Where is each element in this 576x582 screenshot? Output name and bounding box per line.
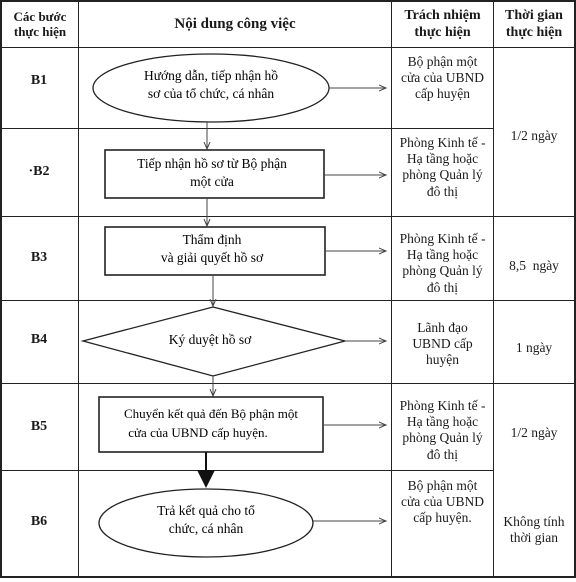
responsibility-line: đô thị <box>426 279 459 295</box>
header-steps-line: thực hiện <box>13 23 67 39</box>
time-line: 1/2 ngày <box>510 128 558 143</box>
time-line: 8,5 ngày <box>509 258 559 273</box>
responsibility-line: cấp huyện. <box>413 510 472 526</box>
time-line: Không tính <box>503 514 565 529</box>
header-content-label: Nội dung công việc <box>174 15 296 32</box>
responsibility-line: Hạ tầng hoặc <box>406 414 479 430</box>
responsibility-line: UBND cấp <box>412 336 473 352</box>
responsibility-line: cửa của UBND <box>400 494 485 510</box>
header-steps-line: Các bước <box>13 8 67 24</box>
step-label: ·B2 <box>28 164 50 179</box>
header-time-line: Thời gian <box>505 8 563 24</box>
time-line: 1 ngày <box>515 340 553 355</box>
responsibility-line: Bộ phận một <box>407 478 478 493</box>
responsibility-line: Lãnh đạo <box>417 320 468 335</box>
step-label: B4 <box>30 332 48 347</box>
step-label: B6 <box>30 514 48 529</box>
header-responsibility-line: Trách nhiệm <box>404 8 481 24</box>
responsibility-line: cửa của UBND <box>400 70 485 86</box>
responsibility-line: phòng Quản lý <box>402 167 483 183</box>
flow-text: Thẩm định <box>182 232 242 247</box>
responsibility-line: đô thị <box>426 446 459 462</box>
responsibility-line: cấp huyện <box>414 86 471 102</box>
responsibility-line: Bộ phận một <box>407 54 478 69</box>
responsibility-line: Phòng Kinh tế - <box>399 398 486 413</box>
flow-text: Trả kết quả cho tổ <box>157 503 255 518</box>
responsibility-line: Hạ tầng hoặc <box>406 151 479 167</box>
responsibility-line: phòng Quản lý <box>402 430 483 446</box>
flow-text: Ký duyệt hồ sơ <box>168 332 252 347</box>
responsibility-line: phòng Quản lý <box>402 263 483 279</box>
step-label: B3 <box>30 250 48 265</box>
flow-text: Hướng dẫn, tiếp nhận hồ <box>143 68 279 83</box>
time-line: 1/2 ngày <box>510 425 558 440</box>
flow-text: một cửa <box>190 174 234 189</box>
flow-text: Chuyển kết quả đến Bộ phận một <box>123 406 299 421</box>
flow-text: và giải quyết hồ sơ <box>160 250 264 265</box>
header-time-line: thực hiện <box>505 24 563 40</box>
flow-text: Tiếp nhận hồ sơ từ Bộ phận <box>137 156 287 171</box>
flow-text: cửa của UBND cấp huyện. <box>128 425 268 440</box>
responsibility-line: Phòng Kinh tế - <box>399 135 486 150</box>
header-responsibility-line: thực hiện <box>414 24 471 40</box>
responsibility-line: đô thị <box>426 183 459 199</box>
flow-text: chức, cá nhân <box>168 521 244 536</box>
responsibility-line: Hạ tầng hoặc <box>406 247 479 263</box>
step-label: B5 <box>30 419 48 434</box>
step-label: B1 <box>30 73 48 88</box>
flow-text: sơ của tổ chức, cá nhân <box>147 86 275 101</box>
responsibility-line: huyện <box>426 352 459 368</box>
time-line: thời gian <box>509 530 558 546</box>
responsibility-line: Phòng Kinh tế - <box>399 231 486 246</box>
